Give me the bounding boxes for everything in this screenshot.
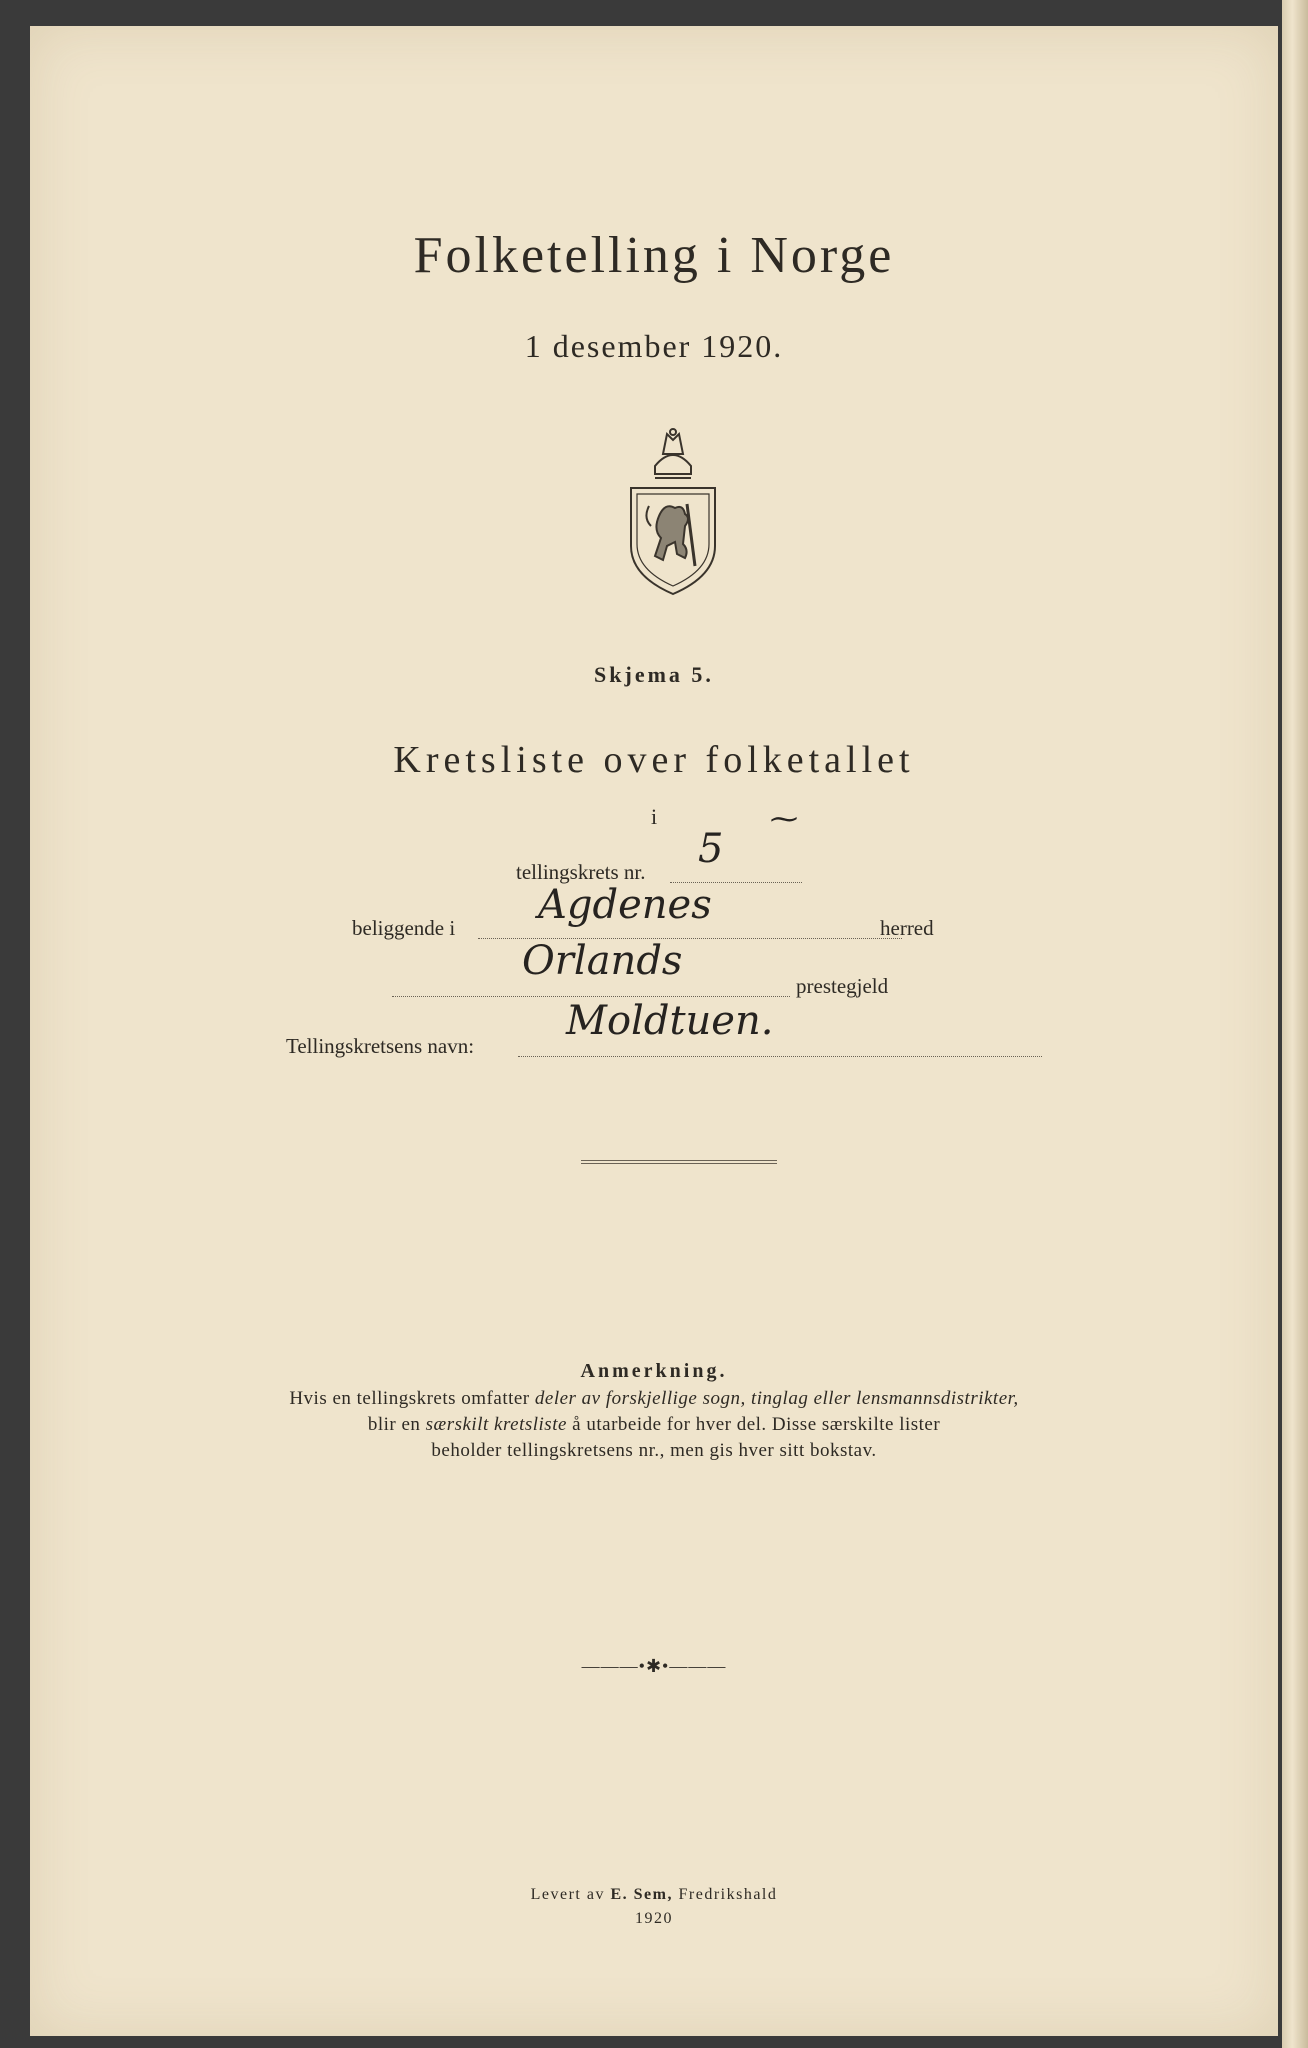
herred-prefix: beliggende i	[352, 916, 456, 940]
prestegjeld-dotline	[392, 996, 790, 997]
ornament-divider: ———•✱•———	[581, 1656, 727, 1676]
krets-value: 5	[698, 826, 724, 872]
note-line-1	[30, 1388, 1278, 1410]
note-line-1-italic: deler av forskjellige sogn, tinglag eller lensmannsdistrikter,	[534, 1388, 1019, 1409]
printer-year: 1920	[635, 1910, 673, 1927]
krets-stroke-mark: ⁓	[770, 802, 798, 835]
norwegian-coat-of-arms-icon	[625, 426, 721, 598]
list-title: Kretsliste over folketallet	[393, 739, 915, 781]
note-line-2	[30, 1414, 1278, 1436]
note-line-3: beholder tellingskretsens nr., men gis hver sitt bokstav.	[431, 1440, 877, 1461]
navn-dotline	[518, 1056, 1042, 1057]
prestegjeld-value: Orlands	[522, 938, 683, 984]
note-line-2-text-b: å utarbeide for hver del. Disse særskilte lister	[566, 1414, 941, 1435]
census-form-page	[30, 26, 1278, 2036]
paper-edge	[1282, 0, 1308, 2048]
navn-label: Tellingskretsens navn:	[286, 1034, 475, 1058]
prestegjeld-suffix: prestegjeld	[796, 974, 889, 998]
printer-name: E. Sem,	[610, 1886, 673, 1903]
herred-suffix: herred	[880, 916, 934, 940]
page-title: Folketelling i Norge	[413, 227, 895, 284]
schema-number: Skjema 5.	[594, 662, 714, 687]
note-line-1-text: Hvis en tellingskrets omfatter	[289, 1388, 535, 1409]
printer-credit-prefix: Levert av	[530, 1886, 611, 1903]
census-date: 1 desember 1920.	[524, 328, 784, 364]
navn-value: Moldtuen.	[566, 998, 774, 1044]
herred-value: Agdenes	[538, 882, 712, 928]
note-heading: Anmerkning.	[580, 1360, 728, 1382]
note-line-2-text-a: blir en	[367, 1414, 426, 1435]
divider-rule	[581, 1160, 777, 1164]
connector-text: i	[650, 804, 658, 829]
printer-credit	[30, 1886, 1278, 1904]
printer-location: Fredrikshald	[672, 1886, 778, 1903]
note-line-2-italic: særskilt kretsliste	[425, 1414, 567, 1435]
krets-label: tellingskrets nr.	[516, 860, 646, 884]
